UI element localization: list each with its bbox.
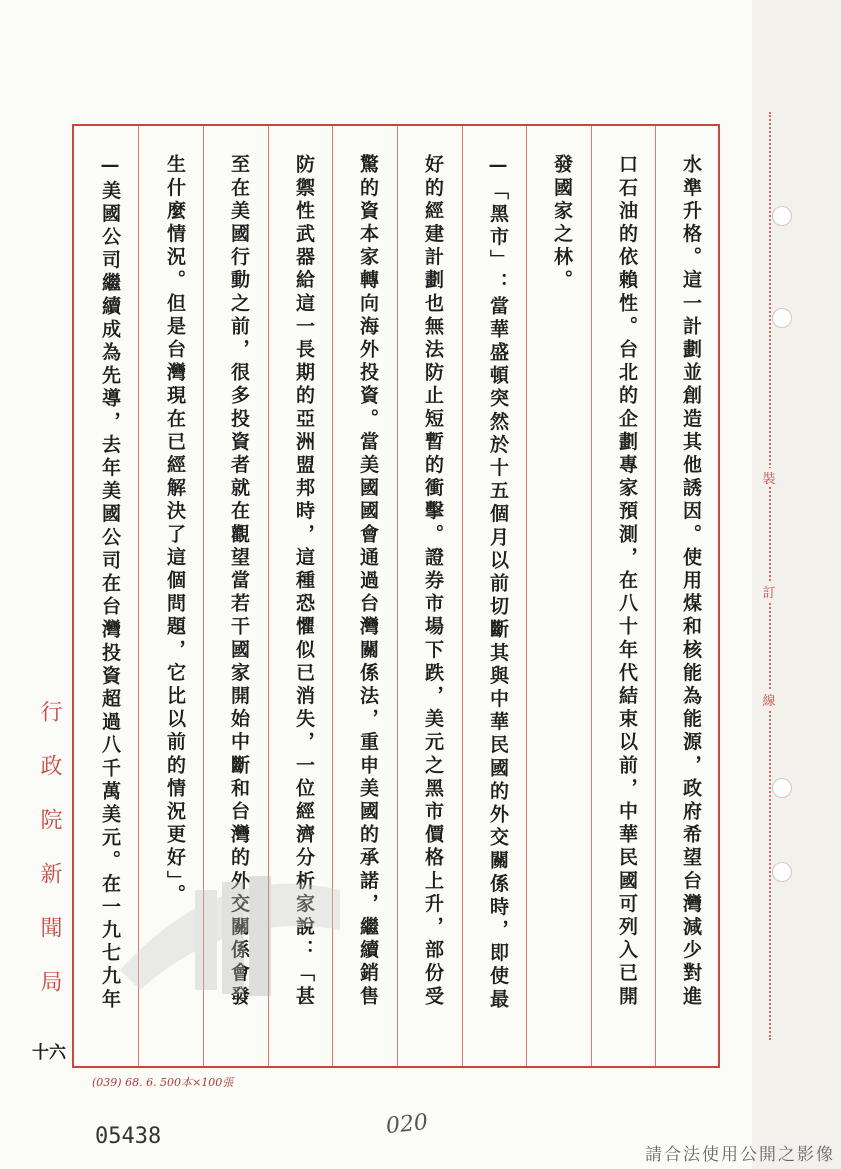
punch-hole [772, 862, 792, 882]
usage-notice: 請合法使用公開之影像 [645, 1145, 835, 1165]
binding-perforation-line [769, 112, 771, 1040]
column-divider [526, 126, 527, 1066]
text-column-6: 驚的資本家轉向海外投資。當美國國會通過台灣關係法，重申美國的承諾，繼續銷售 [357, 154, 379, 1009]
text-column-5: 好的經建計劃也無法防止短暫的衝擊。證券市場下跌，美元之黑市價格上升，部份受 [422, 154, 444, 1009]
text-column-4: —「黑市」：當華盛頓突然於十五個月以前切斷其與中華民國的外交關係時，即使最 [487, 154, 509, 1012]
archive-logo-watermark [100, 820, 360, 1020]
column-divider [591, 126, 592, 1066]
serial-number: 05438 [95, 1124, 162, 1149]
binding-label: 線 [760, 690, 778, 709]
column-divider [462, 126, 463, 1066]
text-column-7: 防禦性武器給這一長期的亞洲盟邦時，這種恐懼似已消失，一位經濟分析家說：「甚 [293, 154, 315, 1009]
binding-label: 訂 [760, 582, 778, 601]
binding-label: 裝 [760, 468, 778, 487]
text-column-10: —美國公司繼續成為先導，去年美國公司在台灣投資超過八千萬美元。在一九七九年 [99, 154, 121, 1012]
punch-hole [772, 308, 792, 328]
column-divider [397, 126, 398, 1066]
office-name: 行政院新聞局 [37, 700, 62, 1024]
text-column-1: 水準升格。這一計劃並創造其他誘因。使用煤和核能為能源，政府希望台灣減少對進 [680, 154, 702, 1009]
text-column-9: 生什麼情況。但是台灣現在已經解決了這個問題，它比以前的情況更好」。 [164, 154, 186, 907]
punch-hole [772, 778, 792, 798]
page-number: 十六 [32, 1043, 66, 1063]
form-code: (039) 68. 6. 500本×100張 [92, 1076, 234, 1089]
text-column-8: 至在美國行動之前，很多投資者就在觀望當若干國家開始中斷和台灣的外交關係會發 [228, 154, 250, 1009]
column-divider [655, 126, 656, 1066]
text-column-3: 發國家之林。 [551, 154, 573, 293]
text-column-2: 口石油的依賴性。台北的企劃專家預測，在八十年代結束以前，中華民國可列入已開 [616, 154, 638, 1009]
punch-hole [772, 206, 792, 226]
handwritten-number: 020 [384, 1109, 430, 1140]
